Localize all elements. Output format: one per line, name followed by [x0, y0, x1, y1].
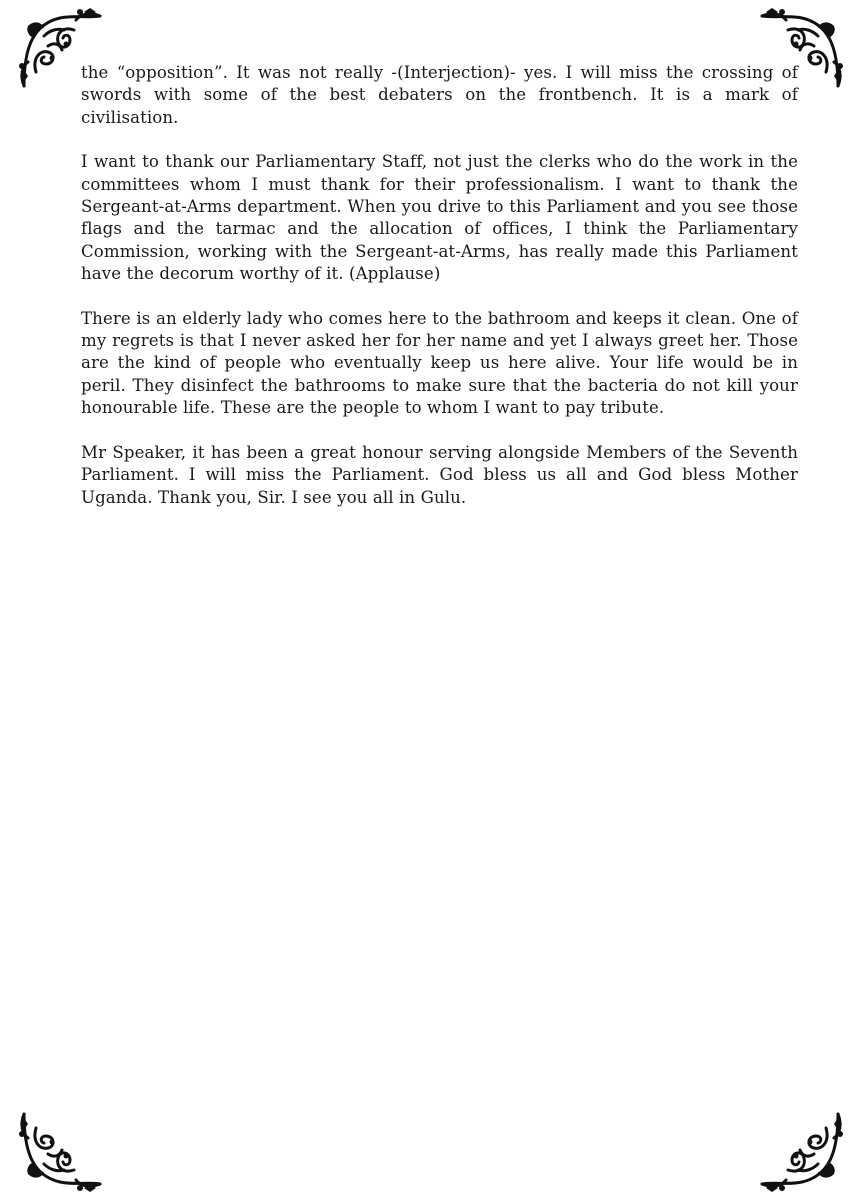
- corner-flourish-icon: [14, 1102, 106, 1194]
- paragraph-closing: Mr Speaker, it has been a great honour serving alongside Members of the Seventh Parliament. I will miss the Parliament. God bless us all and God bless Mother Uganda. Thank you, Sir. I see you all in Gulu.: [81, 442, 798, 507]
- paragraph-elderly-lady: There is an elderly lady who comes here to the bathroom and keeps it clean. One of my regrets is that I never asked her for her name and yet I always greet her. Those are the kind of people who eventually keep us here alive. Your life would be in peril. They disinfect the bathrooms to make sure that the bacteria do not kill your honourable life. These are the people to whom I want to pay tribute.: [81, 308, 798, 418]
- paragraph-opposition: the “opposition”. It was not really -(Interjection)- yes. I will miss the crossing of swords with some of the best debaters on the frontbench. It is a mark of civilisation.: [81, 63, 798, 127]
- paragraph-parliamentary-staff: I want to thank our Parliamentary Staff, not just the clerks who do the work in the committees whom I must thank for their professionalism. I want to thank the Sergeant-at-Arms department. When you drive to this Parliament and you see those flags and the tarmac and the allocation of offices, I think the Parliamentary Commission, working with the Sergeant-at-Arms, has really made this Parliament have the decorum worthy of it. (Applause): [81, 152, 798, 284]
- corner-flourish-icon: [756, 1102, 848, 1194]
- document-body: [81, 62, 798, 531]
